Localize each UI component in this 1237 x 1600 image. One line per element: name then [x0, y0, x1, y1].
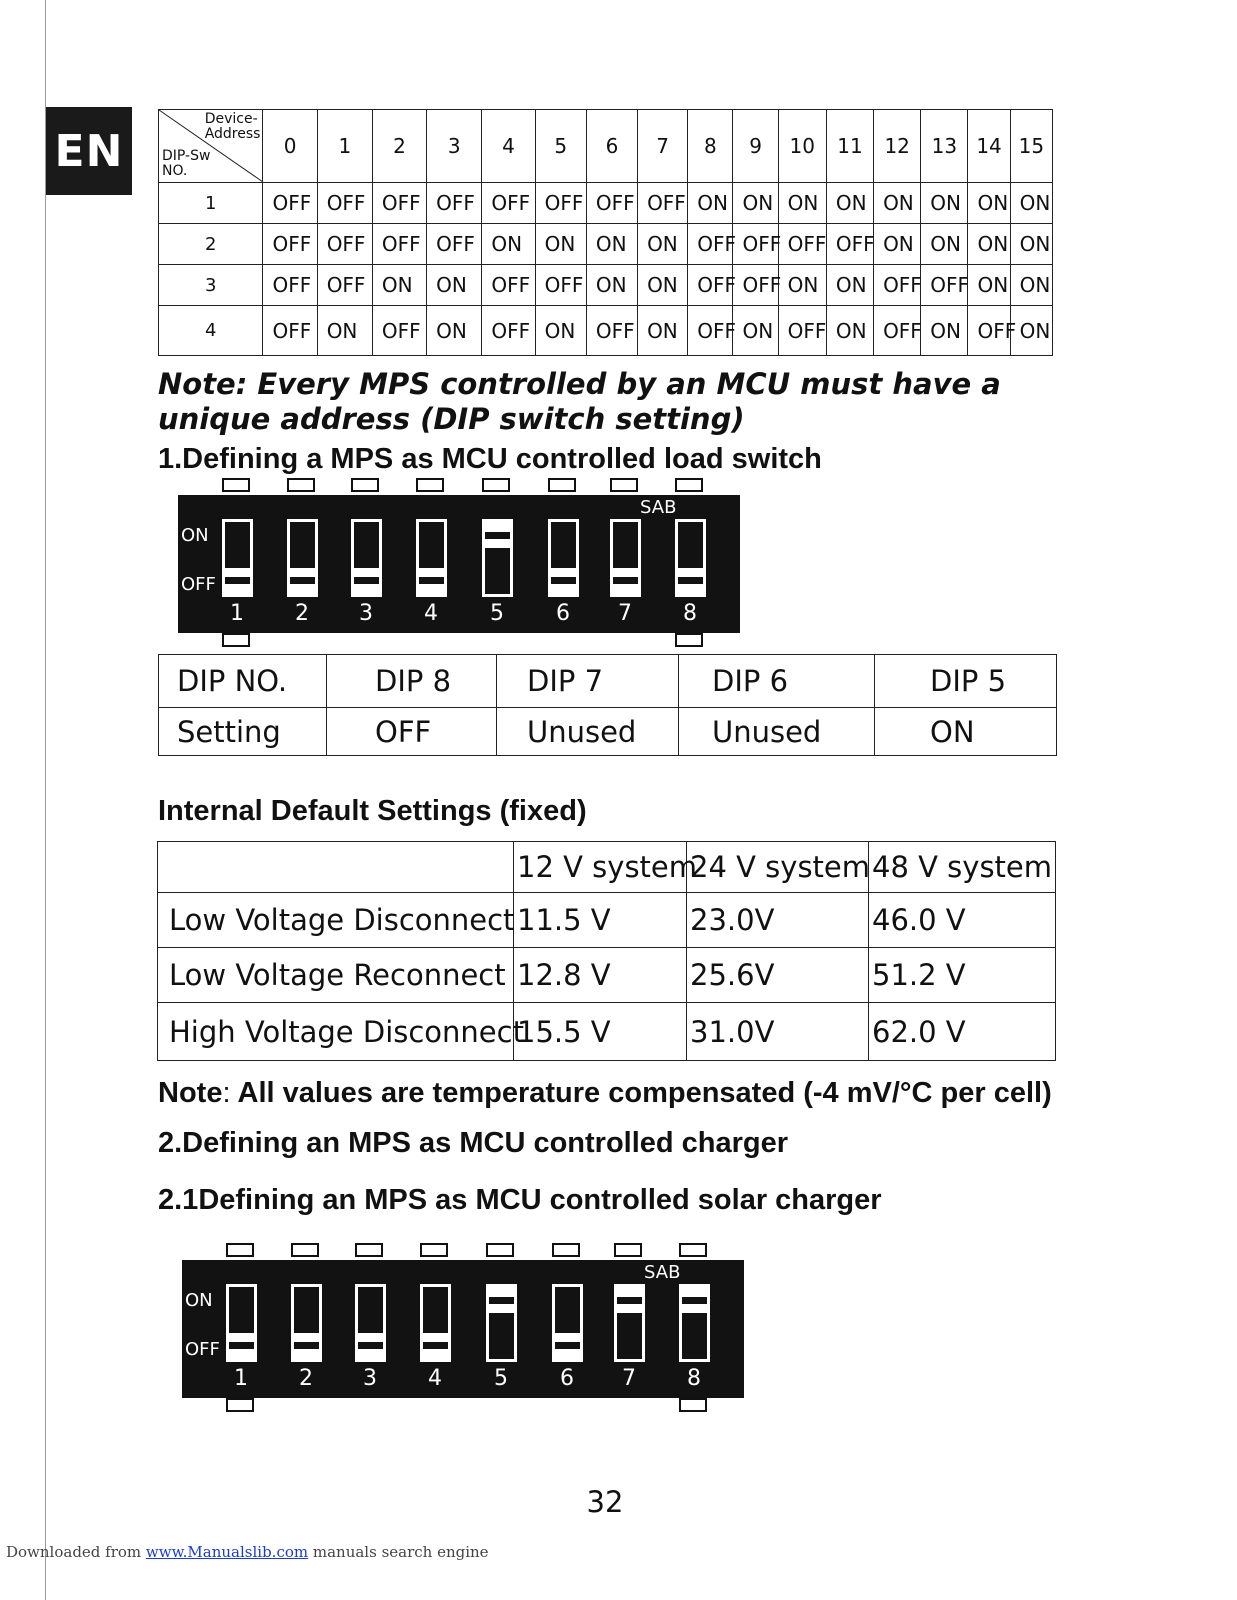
table-row: [159, 265, 1053, 306]
switch-state-cell: ON: [535, 224, 586, 265]
sab-label: SAB: [640, 497, 677, 518]
switch-state-cell: ON: [826, 265, 873, 306]
voltage-cell: 11.5 V: [514, 893, 687, 948]
address-header-cell: 3: [427, 110, 482, 183]
switch-state-cell: ON: [317, 306, 372, 356]
heading-charger: 2.Defining an MPS as MCU controlled charger: [158, 1127, 789, 1159]
switch-number: 7: [618, 601, 632, 626]
dip-pin-top: [355, 1243, 383, 1257]
switch-number: 3: [363, 1366, 377, 1391]
address-header-cell: 1: [317, 110, 372, 183]
dip-pin-bottom: [222, 633, 250, 647]
dip-pin-top: [291, 1243, 319, 1257]
switch-state-cell: OFF: [921, 265, 968, 306]
switch-state-cell: ON: [688, 183, 733, 224]
dip-switch-3: [351, 519, 382, 597]
dip-switch-2: [287, 519, 318, 597]
voltage-settings-table: [157, 841, 1056, 1061]
switch-slider: [489, 1287, 514, 1313]
table-corner-cell: [159, 110, 263, 183]
table-row: [159, 224, 1053, 265]
on-label: ON: [185, 1290, 213, 1311]
switch-number: 7: [622, 1366, 636, 1391]
address-header-cell: 10: [778, 110, 826, 183]
page-number: 32: [586, 1485, 624, 1519]
switch-state-cell: ON: [1010, 306, 1052, 356]
dip-switch-4: [420, 1284, 451, 1362]
switch-state-cell: ON: [638, 306, 688, 356]
switch-state-cell: ON: [638, 224, 688, 265]
switch-state-cell: OFF: [874, 265, 921, 306]
device-address-table: [158, 109, 1053, 356]
dip-switch-number-cell: 3: [159, 265, 263, 306]
switch-state-cell: ON: [826, 183, 873, 224]
dip-header-cell: DIP 6: [679, 655, 875, 708]
note-key: Note: [158, 1077, 223, 1109]
address-header-cell: 6: [586, 110, 637, 183]
dip-switch-6: [552, 1284, 583, 1362]
switch-state-cell: ON: [874, 183, 921, 224]
dip-setting-cell: ON: [875, 708, 1057, 756]
manualslib-link[interactable]: www.Manualslib.com: [145, 1543, 309, 1561]
switch-slider: [682, 1287, 707, 1313]
dip-pin-top: [679, 1243, 707, 1257]
dip-pin-top: [675, 478, 703, 492]
switch-state-cell: ON: [586, 265, 637, 306]
switch-number: 8: [683, 601, 697, 626]
switch-slider: [678, 568, 703, 594]
switch-state-cell: ON: [968, 183, 1010, 224]
switch-state-cell: ON: [638, 265, 688, 306]
table-row: [158, 948, 1056, 1003]
dip-header-cell: DIP 7: [497, 655, 679, 708]
switch-state-cell: ON: [733, 306, 778, 356]
switch-state-cell: OFF: [688, 224, 733, 265]
address-header-cell: 0: [263, 110, 317, 183]
address-header-cell: 15: [1010, 110, 1052, 183]
switch-number: 1: [230, 601, 244, 626]
dip-switch-3: [355, 1284, 386, 1362]
switch-state-cell: ON: [535, 306, 586, 356]
voltage-cell: 23.0V: [687, 893, 869, 948]
switch-state-cell: ON: [778, 265, 826, 306]
switch-slider: [354, 568, 379, 594]
switch-state-cell: OFF: [688, 265, 733, 306]
dip-switch-number-cell: 4: [159, 306, 263, 356]
voltage-header-cell: 48 V system: [869, 842, 1056, 893]
note-unique-address: Note: Every MPS controlled by an MCU must have a unique address (DIP switch setting): [158, 367, 1001, 436]
switch-state-cell: ON: [372, 265, 426, 306]
dip-header-cell: DIP 8: [327, 655, 497, 708]
switch-state-cell: OFF: [263, 306, 317, 356]
address-header-cell: 4: [482, 110, 535, 183]
switch-number: 4: [428, 1366, 442, 1391]
table-row: [158, 893, 1056, 948]
switch-state-cell: OFF: [372, 306, 426, 356]
dip-switch-diagram-load-switch: [178, 475, 740, 650]
dip-switch-5: [482, 519, 513, 597]
table-row: [158, 1003, 1056, 1061]
switch-state-cell: OFF: [638, 183, 688, 224]
dip-switch-6: [548, 519, 579, 597]
dip-setting-cell: OFF: [327, 708, 497, 756]
address-header-cell: 12: [874, 110, 921, 183]
switch-state-cell: OFF: [372, 183, 426, 224]
switch-state-cell: OFF: [317, 224, 372, 265]
switch-state-cell: ON: [733, 183, 778, 224]
address-header-cell: 2: [372, 110, 426, 183]
voltage-cell: Low Voltage Reconnect: [158, 948, 514, 1003]
switch-slider: [617, 1287, 642, 1313]
switch-slider: [423, 1333, 448, 1359]
switch-state-cell: OFF: [482, 183, 535, 224]
switch-state-cell: OFF: [688, 306, 733, 356]
dip-pin-top: [482, 478, 510, 492]
dip-setting-cell: Unused: [497, 708, 679, 756]
dip-switch-4: [416, 519, 447, 597]
switch-slider: [358, 1333, 383, 1359]
corner-dip-sw-label: DIP-Sw NO.: [162, 148, 211, 179]
off-label: OFF: [185, 1339, 220, 1360]
switch-slider: [485, 522, 510, 548]
switch-number: 2: [295, 601, 309, 626]
switch-state-cell: OFF: [586, 306, 637, 356]
address-header-cell: 5: [535, 110, 586, 183]
dip-pin-top: [351, 478, 379, 492]
address-header-cell: 13: [921, 110, 968, 183]
address-header-cell: 7: [638, 110, 688, 183]
footer-download-note: [6, 1543, 489, 1561]
switch-state-cell: OFF: [427, 183, 482, 224]
dip-pin-top: [222, 478, 250, 492]
switch-state-cell: ON: [921, 224, 968, 265]
switch-state-cell: ON: [968, 224, 1010, 265]
switch-slider: [229, 1333, 254, 1359]
switch-state-cell: ON: [1010, 183, 1052, 224]
off-label: OFF: [181, 574, 216, 595]
switch-state-cell: OFF: [535, 265, 586, 306]
dip-switch-8: [679, 1284, 710, 1362]
dip-switch-diagram-solar-charger: [182, 1240, 744, 1415]
dip-pin-top: [287, 478, 315, 492]
table-row: [159, 306, 1053, 356]
switch-state-cell: OFF: [778, 306, 826, 356]
switch-state-cell: OFF: [482, 265, 535, 306]
table-row: [159, 183, 1053, 224]
switch-state-cell: OFF: [263, 224, 317, 265]
dip-pin-top: [420, 1243, 448, 1257]
switch-state-cell: OFF: [733, 224, 778, 265]
heading-solar-charger: 2.1Defining an MPS as MCU controlled solar charger: [158, 1184, 882, 1216]
on-label: ON: [181, 525, 209, 546]
switch-number: 8: [687, 1366, 701, 1391]
switch-state-cell: OFF: [778, 224, 826, 265]
dip-switch-number-cell: 1: [159, 183, 263, 224]
table-row: [158, 842, 1056, 893]
switch-state-cell: OFF: [482, 306, 535, 356]
voltage-cell: 12.8 V: [514, 948, 687, 1003]
footer-prefix: Downloaded from: [6, 1543, 146, 1561]
switch-state-cell: OFF: [968, 306, 1010, 356]
switch-state-cell: OFF: [427, 224, 482, 265]
voltage-header-cell: 12 V system: [514, 842, 687, 893]
switch-slider: [225, 568, 250, 594]
switch-state-cell: OFF: [263, 265, 317, 306]
dip-pin-bottom: [226, 1398, 254, 1412]
switch-state-cell: ON: [1010, 224, 1052, 265]
voltage-cell: 31.0V: [687, 1003, 869, 1061]
address-header-cell: 11: [826, 110, 873, 183]
switch-number: 1: [234, 1366, 248, 1391]
voltage-cell: 15.5 V: [514, 1003, 687, 1061]
switch-slider: [551, 568, 576, 594]
address-header-cell: 9: [733, 110, 778, 183]
dip-pin-top: [486, 1243, 514, 1257]
voltage-header-cell: [158, 842, 514, 893]
dip-pin-top: [416, 478, 444, 492]
switch-number: 5: [494, 1366, 508, 1391]
voltage-cell: Low Voltage Disconnect: [158, 893, 514, 948]
switch-state-cell: ON: [874, 224, 921, 265]
switch-state-cell: ON: [427, 265, 482, 306]
switch-state-cell: OFF: [372, 224, 426, 265]
address-header-cell: 14: [968, 110, 1010, 183]
dip-setting-table: [158, 654, 1057, 756]
voltage-cell: 62.0 V: [869, 1003, 1056, 1061]
address-header-cell: 8: [688, 110, 733, 183]
dip-header-cell: DIP 5: [875, 655, 1057, 708]
voltage-cell: 51.2 V: [869, 948, 1056, 1003]
switch-number: 4: [424, 601, 438, 626]
dip-pin-top: [226, 1243, 254, 1257]
switch-state-cell: ON: [482, 224, 535, 265]
switch-slider: [419, 568, 444, 594]
switch-state-cell: ON: [427, 306, 482, 356]
switch-slider: [555, 1333, 580, 1359]
switch-state-cell: ON: [921, 183, 968, 224]
switch-state-cell: ON: [1010, 265, 1052, 306]
voltage-header-cell: 24 V system: [687, 842, 869, 893]
switch-state-cell: OFF: [263, 183, 317, 224]
switch-state-cell: ON: [921, 306, 968, 356]
note-temperature-compensation: [158, 1077, 1052, 1110]
note-text: All values are temperature compensated (-4 mV/°C per cell): [230, 1077, 1052, 1109]
dip-pin-bottom: [675, 633, 703, 647]
switch-slider: [294, 1333, 319, 1359]
switch-number: 2: [299, 1366, 313, 1391]
switch-state-cell: OFF: [874, 306, 921, 356]
language-tab: EN: [46, 107, 132, 195]
switch-number: 6: [556, 601, 570, 626]
switch-state-cell: OFF: [586, 183, 637, 224]
dip-pin-top: [552, 1243, 580, 1257]
dip-switch-5: [486, 1284, 517, 1362]
switch-state-cell: ON: [826, 306, 873, 356]
switch-slider: [613, 568, 638, 594]
dip-switch-7: [614, 1284, 645, 1362]
switch-state-cell: ON: [968, 265, 1010, 306]
dip-pin-top: [614, 1243, 642, 1257]
switch-state-cell: OFF: [733, 265, 778, 306]
voltage-cell: 25.6V: [687, 948, 869, 1003]
dip-pin-top: [548, 478, 576, 492]
switch-slider: [290, 568, 315, 594]
page-margin-line: [45, 0, 46, 1600]
switch-state-cell: OFF: [826, 224, 873, 265]
switch-state-cell: OFF: [317, 183, 372, 224]
switch-state-cell: OFF: [535, 183, 586, 224]
dip-switch-2: [291, 1284, 322, 1362]
dip-setting-cell: Unused: [679, 708, 875, 756]
heading-load-switch: 1.Defining a MPS as MCU controlled load switch: [158, 443, 822, 475]
dip-pin-top: [610, 478, 638, 492]
dip-setting-cell: Setting: [159, 708, 327, 756]
dip-switch-8: [675, 519, 706, 597]
note-separator: :: [222, 1077, 231, 1109]
dip-pin-bottom: [679, 1398, 707, 1412]
switch-number: 3: [359, 601, 373, 626]
switch-state-cell: ON: [778, 183, 826, 224]
switch-state-cell: OFF: [317, 265, 372, 306]
dip-switch-1: [226, 1284, 257, 1362]
switch-state-cell: ON: [586, 224, 637, 265]
dip-switch-1: [222, 519, 253, 597]
dip-switch-7: [610, 519, 641, 597]
dip-switch-number-cell: 2: [159, 224, 263, 265]
corner-device-address-label: Device- Address: [204, 111, 261, 142]
voltage-cell: 46.0 V: [869, 893, 1056, 948]
sab-label: SAB: [644, 1262, 681, 1283]
switch-number: 6: [560, 1366, 574, 1391]
switch-number: 5: [490, 601, 504, 626]
footer-suffix: manuals search engine: [308, 1543, 489, 1561]
voltage-cell: High Voltage Disconnect: [158, 1003, 514, 1061]
dip-header-cell: DIP NO.: [159, 655, 327, 708]
heading-internal-defaults: Internal Default Settings (fixed): [158, 795, 587, 827]
